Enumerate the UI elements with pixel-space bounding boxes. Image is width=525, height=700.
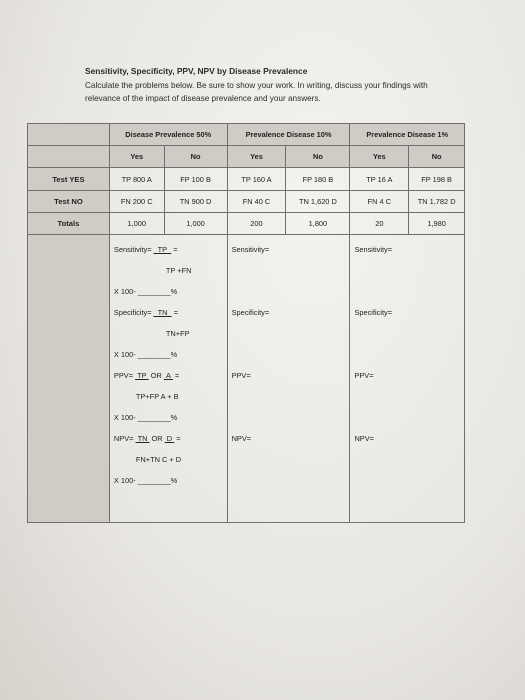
cell-fp-10: FP 180 B xyxy=(286,168,350,191)
document-title: Sensitivity, Specificity, PPV, NPV by Disease Prevalence xyxy=(85,66,308,76)
sensitivity-label-10: Sensitivity= xyxy=(231,245,270,254)
cell-tp-50: TP 800 A xyxy=(109,168,164,191)
ppv-label-10: PPV= xyxy=(231,371,251,380)
work-cell-10[interactable] xyxy=(227,235,350,523)
group-header-1: Prevalence Disease 1% xyxy=(350,124,465,146)
cell-fn-50: FN 200 C xyxy=(109,191,164,213)
npv-label-10: NPV= xyxy=(231,434,252,443)
sensitivity-label-1: Sensitivity= xyxy=(354,245,393,254)
specificity-blank: X 100- ________% xyxy=(113,350,178,359)
npv-blank: X 100- ________% xyxy=(113,476,178,485)
cell-total-yes-10: 200 xyxy=(227,213,286,235)
npv-denominator: FN+TN C + D xyxy=(135,455,182,464)
col-no-50: No xyxy=(164,146,227,168)
row-label-test-no: Test NO xyxy=(28,191,110,213)
row-label-test-yes: Test YES xyxy=(28,168,110,191)
col-yes-50: Yes xyxy=(109,146,164,168)
group-header-50: Disease Prevalence 50% xyxy=(109,124,227,146)
ppv-blank: X 100- ________% xyxy=(113,413,178,422)
corner-cell-2 xyxy=(28,146,110,168)
sensitivity-formula: Sensitivity= TP = xyxy=(113,245,178,254)
ppv-label-1: PPV= xyxy=(354,371,374,380)
cell-fn-10: FN 40 C xyxy=(227,191,286,213)
specificity-label-10: Specificity= xyxy=(231,308,270,317)
cell-tn-1: TN 1,782 D xyxy=(409,191,465,213)
prevalence-table xyxy=(27,123,465,523)
col-no-10: No xyxy=(286,146,350,168)
cell-total-yes-50: 1,000 xyxy=(109,213,164,235)
cell-total-no-1: 1,980 xyxy=(409,213,465,235)
specificity-formula: Specificity= TN = xyxy=(113,308,179,317)
calc-row-label xyxy=(28,235,110,523)
cell-total-yes-1: 20 xyxy=(350,213,409,235)
sensitivity-denominator: TP +FN xyxy=(165,266,192,275)
npv-formula: NPV= TN OR D = xyxy=(113,434,181,443)
cell-tn-50: TN 900 D xyxy=(164,191,227,213)
ppv-formula: PPV= TP OR A = xyxy=(113,371,180,380)
npv-label-1: NPV= xyxy=(354,434,374,443)
cell-fn-1: FN 4 C xyxy=(350,191,409,213)
sensitivity-blank: X 100- ________% xyxy=(113,287,178,296)
col-yes-1: Yes xyxy=(350,146,409,168)
cell-tp-1: TP 16 A xyxy=(350,168,409,191)
cell-total-no-10: 1,800 xyxy=(286,213,350,235)
document-instructions: Calculate the problems below. Be sure to show your work. In writing, discuss your findings with relevance of the impact of disease prevalence and your answers. xyxy=(85,81,428,103)
row-label-totals: Totals xyxy=(28,213,110,235)
cell-tn-10: TN 1,620 D xyxy=(286,191,350,213)
col-yes-10: Yes xyxy=(227,146,286,168)
group-header-10: Prevalence Disease 10% xyxy=(227,124,350,146)
cell-fp-50: FP 100 B xyxy=(164,168,227,191)
cell-total-no-50: 1,000 xyxy=(164,213,227,235)
specificity-denominator: TN+FP xyxy=(165,329,190,338)
formula-work-cell[interactable] xyxy=(109,235,227,523)
col-no-1: No xyxy=(409,146,465,168)
corner-cell xyxy=(28,124,110,146)
specificity-label-1: Specificity= xyxy=(354,308,393,317)
cell-tp-10: TP 160 A xyxy=(227,168,286,191)
cell-fp-1: FP 198 B xyxy=(409,168,465,191)
ppv-denominator: TP+FP A + B xyxy=(135,392,179,401)
work-cell-1[interactable] xyxy=(350,235,465,523)
